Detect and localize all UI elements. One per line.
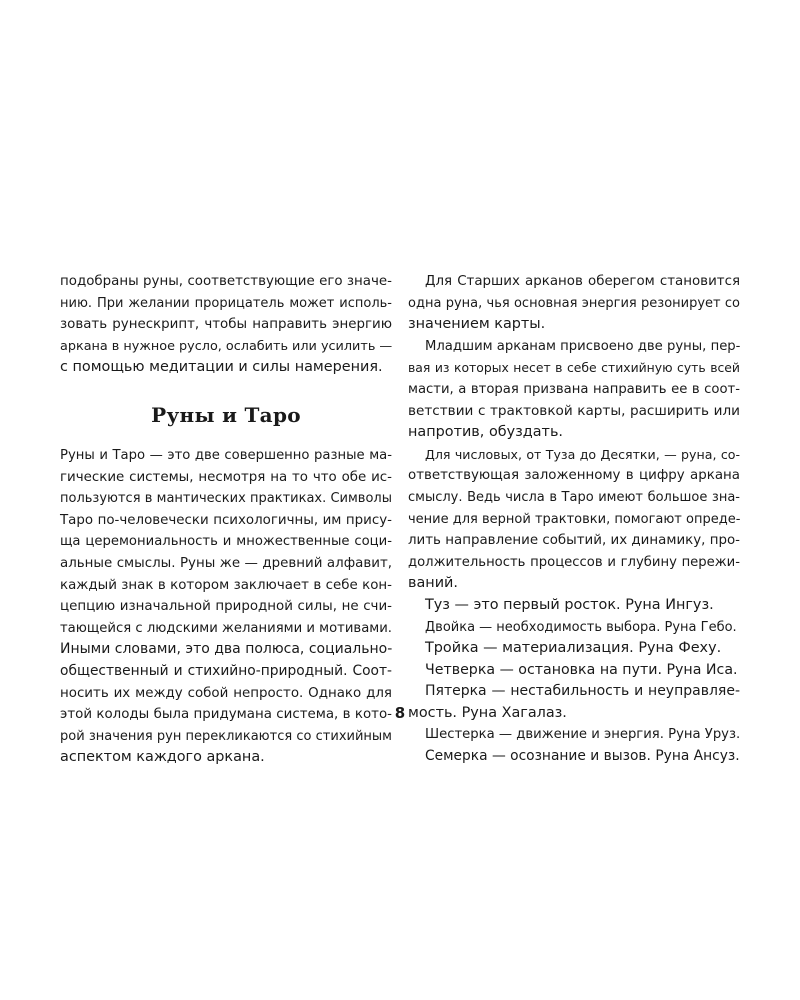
right-column (408, 271, 740, 768)
text-line: общественный и стихийно-природный. Соот- (60, 662, 392, 679)
list-item: Тройка — материализация. Руна Феху. (425, 640, 722, 657)
text-line: масти, а вторая призвана направить ее в соот- (408, 381, 740, 397)
text-line: носить их между собой непросто. Однако для (60, 685, 392, 701)
text-line: чение для верной трактовки, помогают опреде- (408, 511, 741, 527)
text-line: ответствующая заложенному в цифру аркана (408, 468, 740, 484)
list-item: Туз — это первый росток. Руна Ингуз. (425, 596, 714, 613)
text-line: Иными словами, это два полюса, социально- (60, 641, 393, 658)
list-item: Четверка — остановка на пути. Руна Иса. (425, 661, 738, 678)
text-line: должительность процессов и глубину пережи- (408, 554, 740, 570)
text-line: Руны и Таро — это две совершенно разные ма- (60, 447, 392, 463)
text-line: альные смыслы. Руны же — древний алфавит, (60, 555, 392, 571)
list-item: мость. Руна Хагалаз. (408, 704, 567, 721)
text-line: Для Старших арканов оберегом становится (425, 274, 740, 289)
text-line: вая из которых несет в себе стихийную суть всей (408, 360, 740, 376)
left-column (60, 271, 392, 769)
list-item: Двойка — необходимость выбора. Руна Гебо. (425, 619, 737, 635)
text-line: смыслу. Ведь числа в Таро имеют большое зна- (408, 489, 740, 505)
text-line: гические системы, несмотря на то что обе ис- (60, 469, 392, 485)
intro-paragraph (60, 271, 392, 379)
list-item: Пятерка — нестабильность и неуправляе- (425, 683, 740, 700)
text-line: значением карты. (408, 316, 546, 333)
text-line: цепцию изначальной природной силы, не счи- (60, 599, 392, 615)
text-line: подобраны руны, соответствующие его значе- (60, 274, 392, 289)
text-line: зовать рунескрипт, чтобы направить энергию (60, 317, 392, 333)
text-line: аспектом каждого аркана. (60, 749, 265, 766)
text-line: каждый знак в котором заключает в себе кон- (60, 577, 392, 593)
text-line: ваний. (408, 575, 458, 592)
text-line: Таро по-человечески психологичны, им прису- (60, 512, 392, 528)
text-line: Для числовых, от Туза до Десятки, — руна, со- (425, 446, 740, 462)
text-line: с помощью медитации и силы намерения. (60, 359, 383, 376)
text-line: Младшим арканам присвоено две руны, пер- (425, 338, 741, 354)
list-item: Шестерка — движение и энергия. Руна Уруз. (425, 727, 741, 743)
text-line: аркана в нужное русло, ослабить или усилить — (60, 338, 393, 354)
text-line: тающейся с людскими желаниями и мотивами. (60, 620, 392, 636)
section-heading: Руны и Таро (151, 402, 301, 427)
text-line: ща церемониальность и множественные соци- (60, 534, 392, 550)
text-line: напротив, обуздать. (408, 424, 563, 441)
list-item: Семерка — осознание и вызов. Руна Ансуз. (425, 748, 740, 765)
text-line: нию. При желании прорицатель может исполь- (60, 295, 392, 311)
text-line: лить направление событий, их динамику, про- (408, 533, 740, 549)
text-line: этой колоды была придумана система, в кото- (60, 707, 392, 723)
text-line: одна руна, чья основная энергия резонирует со (408, 295, 740, 311)
text-line: пользуются в мантических практиках. Символы (60, 491, 392, 507)
text-line: рой значения рун перекликаются со стихийным (60, 728, 392, 744)
page-number: 8 (394, 704, 406, 722)
text-line: ветствии с трактовкой карты, расширить или (408, 402, 740, 419)
